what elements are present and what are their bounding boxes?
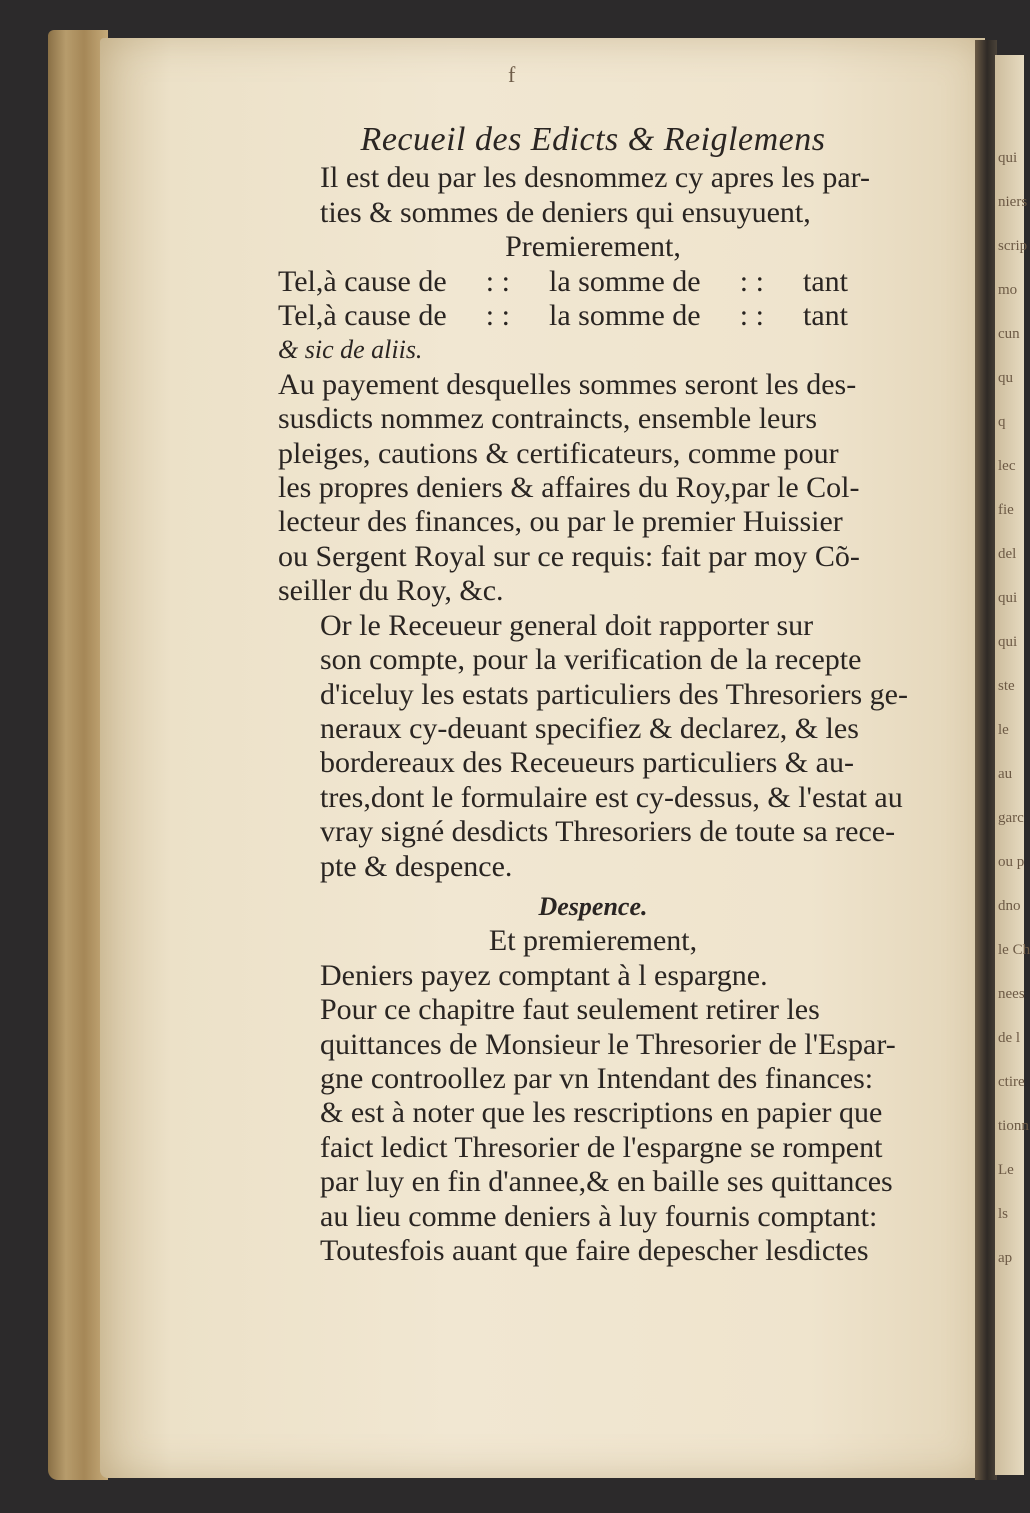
paragraph-payement bbox=[278, 368, 908, 609]
text-line: Or le Receueur general doit rapporter sur bbox=[320, 608, 814, 642]
intro-paragraph bbox=[278, 161, 908, 230]
facing-page-fragment-line: ap bbox=[998, 1250, 1013, 1266]
facing-page-fragment-line: q bbox=[998, 414, 1006, 430]
text-line: par luy en fin d'annee,& en baille ses quittances bbox=[320, 1165, 893, 1199]
facing-page-fragment-line: del bbox=[998, 546, 1017, 562]
facing-page-fragment-line: tionn bbox=[998, 1118, 1029, 1134]
text-line: bordereaux des Receueurs particuliers & au- bbox=[320, 746, 854, 780]
text-line: & est à noter que les rescriptions en papier que bbox=[320, 1096, 883, 1130]
facing-page-fragment-line: lec bbox=[998, 458, 1016, 474]
facing-page-fragment-line: niers bbox=[998, 194, 1028, 210]
text-line: Au payement desquelles sommes seront les des- bbox=[278, 367, 857, 401]
text-line: neraux cy-deuant specifiez & declarez, & les bbox=[320, 711, 859, 745]
deniers-line: Deniers payez comptant à l espargne. bbox=[320, 958, 768, 992]
facing-page-fragment-line: qu bbox=[998, 370, 1013, 386]
folio-mark: f bbox=[508, 62, 516, 87]
facing-page-fragment-line: dno bbox=[998, 898, 1021, 914]
et-premierement-line: Et premierement, bbox=[488, 924, 698, 958]
text-line: faict ledict Thresorier de l'espargne se rompent bbox=[320, 1130, 883, 1164]
facing-page-fragment-line: mo bbox=[998, 282, 1018, 298]
facing-page-fragment-line: ctire bbox=[998, 1074, 1025, 1090]
facing-page-fragment-line: fie bbox=[998, 502, 1014, 518]
book-gutter bbox=[975, 40, 997, 1480]
paragraph-receueur bbox=[278, 609, 908, 884]
entry-amount: tant bbox=[803, 299, 848, 333]
facing-page-fragment-line: ste bbox=[998, 678, 1015, 694]
entry-row bbox=[278, 265, 908, 299]
entry-sum: la somme de bbox=[549, 299, 701, 333]
text-line: les propres deniers & affaires du Roy,par le Col- bbox=[278, 471, 860, 505]
running-head: Recueil des Edicts & Reiglemens bbox=[360, 121, 826, 158]
facing-page-fragment-line: ou p bbox=[998, 854, 1025, 870]
text-line: vray signé desdicts Thresoriers de toute sa rece- bbox=[320, 815, 896, 849]
premierement-line: Premierement, bbox=[505, 230, 681, 264]
entry-cause: Tel,à cause de bbox=[278, 264, 447, 298]
text-line: lecteur des finances, ou par le premier Huissier bbox=[278, 505, 843, 539]
text-line: susdicts nommez contraincts, ensemble leurs bbox=[278, 402, 818, 436]
text-line: pte & despence. bbox=[320, 849, 513, 883]
facing-page-fragment bbox=[995, 55, 1030, 1475]
facing-page-fragment-line: qui bbox=[998, 590, 1018, 606]
facing-page-fragment-line: qui bbox=[998, 150, 1018, 166]
facing-page-fragment-line: cun bbox=[998, 326, 1020, 342]
facing-page-fragment-line: scrip bbox=[998, 238, 1028, 254]
despence-heading: Despence. bbox=[538, 891, 648, 921]
facing-page-fragment-line: de l bbox=[998, 1030, 1021, 1046]
entry-row bbox=[278, 299, 908, 333]
facing-page-fragment-line: au bbox=[998, 766, 1013, 782]
paragraph-chapitre bbox=[278, 993, 908, 1268]
facing-page-fragment-line: Le bbox=[998, 1162, 1014, 1178]
entry-sum: la somme de bbox=[549, 264, 701, 298]
facing-page-fragment-line: le Ch bbox=[998, 942, 1030, 958]
text-line: gne controollez par vn Intendant des finances: bbox=[320, 1061, 874, 1095]
entry-amount: tant bbox=[803, 264, 848, 298]
text-line: son compte, pour la verification de la recepte bbox=[320, 643, 862, 677]
text-line: pleiges, cautions & certificateurs, comme pour bbox=[278, 436, 839, 470]
entry-cause: Tel,à cause de bbox=[278, 299, 447, 333]
text-line: ou Sergent Royal sur ce requis: fait par moy Cõ- bbox=[278, 539, 860, 573]
text-line: Toutesfois auant que faire depescher lesdictes bbox=[320, 1234, 869, 1267]
facing-page-fragment-line: ls bbox=[998, 1206, 1009, 1222]
book-page-edges bbox=[48, 30, 108, 1480]
text-line: au lieu comme deniers à luy fournis comptant: bbox=[320, 1199, 878, 1233]
text-line: Il est deu par les desnommez cy apres les par- bbox=[320, 161, 871, 195]
text-line: ties & sommes de deniers qui ensuyuent, bbox=[320, 195, 811, 229]
facing-page-fragment-line: garc bbox=[998, 810, 1024, 826]
facing-page-fragment-line: qui bbox=[998, 634, 1018, 650]
entry-separator: : : bbox=[739, 264, 764, 298]
text-line: d'iceluy les estats particuliers des Thresoriers ge- bbox=[320, 677, 908, 711]
entry-separator: : : bbox=[485, 299, 510, 333]
text-line: seiller du Roy, &c. bbox=[278, 574, 504, 608]
entry-separator: : : bbox=[485, 264, 510, 298]
text-line: quittances de Monsieur le Thresorier de l'Espar- bbox=[320, 1027, 896, 1061]
facing-page-fragment-line: nees bbox=[998, 986, 1025, 1002]
facing-page-fragment-line: le bbox=[998, 722, 1009, 738]
text-column bbox=[278, 95, 908, 1268]
text-line: Pour ce chapitre faut seulement retirer les bbox=[320, 993, 820, 1027]
text-line: tres,dont le formulaire est cy-dessus, & l'estat au bbox=[320, 780, 903, 814]
sic-de-aliis: & sic de aliis. bbox=[278, 335, 423, 365]
entry-separator: : : bbox=[739, 299, 764, 333]
